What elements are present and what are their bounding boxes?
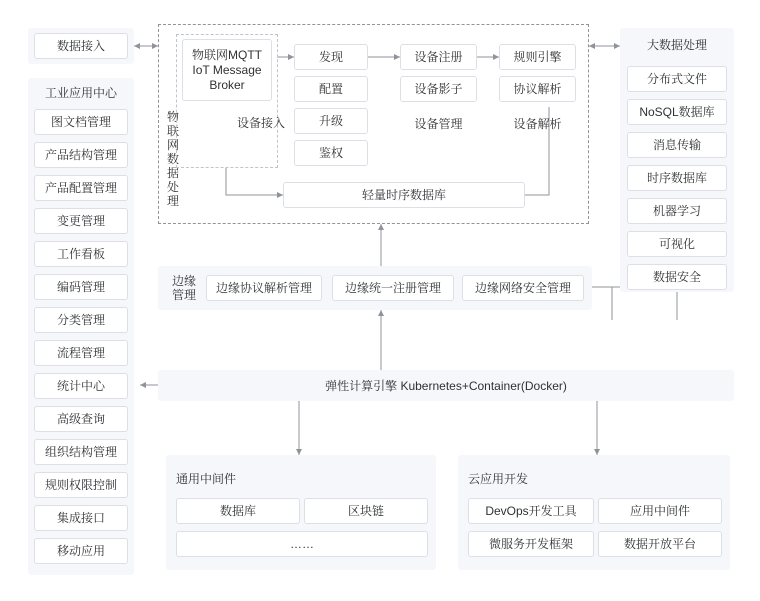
sidebar-item-2[interactable] xyxy=(34,175,128,201)
middleware-item-2[interactable] xyxy=(176,531,428,557)
device-item-1[interactable] xyxy=(400,76,477,102)
edge-item-2[interactable] xyxy=(462,275,584,301)
sidebar-item-label: 分类管理 xyxy=(56,312,105,327)
sidebar-item-10[interactable] xyxy=(34,439,128,465)
device-parse-group-label: 设备解析 xyxy=(513,117,562,131)
middleware-item-label: 数据库 xyxy=(219,503,256,518)
sidebar-item-label: 高级查询 xyxy=(56,411,105,426)
sidebar-item-label: 编码管理 xyxy=(56,279,105,294)
edge-item-0[interactable] xyxy=(206,275,322,301)
cloud-item-2[interactable] xyxy=(468,531,594,557)
access-item-1[interactable] xyxy=(294,76,368,102)
access-item-label: 升级 xyxy=(318,113,343,128)
edge-item-1[interactable] xyxy=(332,275,454,301)
sidebar-item-label: 图文档管理 xyxy=(50,114,111,129)
edge-item-label: 边缘协议解析管理 xyxy=(215,280,312,295)
middleware-item-label: …… xyxy=(290,536,314,551)
edge-management-title-text: 边缘管理 xyxy=(171,274,196,302)
sidebar-item-label: 集成接口 xyxy=(56,510,105,525)
cloud-item-0[interactable] xyxy=(468,498,594,524)
middleware-item-1[interactable] xyxy=(304,498,428,524)
lightweight-tsdb-box[interactable] xyxy=(283,182,525,208)
device-item-0[interactable] xyxy=(400,44,477,70)
sidebar-item-label: 流程管理 xyxy=(56,345,105,360)
lightweight-tsdb-label: 轻量时序数据库 xyxy=(361,187,446,202)
sidebar-item-8[interactable] xyxy=(34,373,128,399)
cloud-item-1[interactable] xyxy=(598,498,722,524)
bigdata-item-1[interactable] xyxy=(627,99,727,125)
sidebar-item-label: 统计中心 xyxy=(56,378,105,393)
bigdata-item-2[interactable] xyxy=(627,132,727,158)
edge-management-title xyxy=(160,274,208,302)
parse-item-label: 规则引擎 xyxy=(513,49,562,64)
access-item-3[interactable] xyxy=(294,140,368,166)
parse-item-1[interactable] xyxy=(499,76,576,102)
sidebar-item-label: 工作看板 xyxy=(56,246,105,261)
cloud-item-3[interactable] xyxy=(598,531,722,557)
sidebar-item-label: 组织结构管理 xyxy=(44,444,117,459)
sidebar-item-4[interactable] xyxy=(34,241,128,267)
sidebar-item-7[interactable] xyxy=(34,340,128,366)
bigdata-item-label: 时序数据库 xyxy=(646,170,707,185)
device-access-group-label: 设备接入 xyxy=(236,116,285,130)
cloud-app-title: 云应用开发 xyxy=(468,472,529,486)
bigdata-item-label: 数据安全 xyxy=(652,269,701,284)
data-access-box[interactable] xyxy=(34,33,128,59)
sidebar-item-12[interactable] xyxy=(34,505,128,531)
cloud-item-label: 数据开放平台 xyxy=(623,536,696,551)
compute-engine-label: 弹性计算引擎 Kubernetes+Container(Docker) xyxy=(325,379,567,393)
mqtt-broker-box[interactable] xyxy=(182,39,272,101)
sidebar-item-label: 产品结构管理 xyxy=(44,147,117,162)
access-item-label: 发现 xyxy=(318,49,343,64)
bigdata-item-label: 可视化 xyxy=(658,236,695,251)
bigdata-item-label: 消息传输 xyxy=(652,137,701,152)
sidebar-item-3[interactable] xyxy=(34,208,128,234)
data-access-label: 数据接入 xyxy=(56,38,105,53)
cloud-item-label: 微服务开发框架 xyxy=(488,536,573,551)
sidebar-item-1[interactable] xyxy=(34,142,128,168)
middleware-item-0[interactable] xyxy=(176,498,300,524)
bigdata-item-5[interactable] xyxy=(627,231,727,257)
cloud-item-label: 应用中间件 xyxy=(629,503,690,518)
bigdata-item-6[interactable] xyxy=(627,264,727,290)
bigdata-item-4[interactable] xyxy=(627,198,727,224)
edge-item-label: 边缘统一注册管理 xyxy=(344,280,441,295)
bigdata-item-0[interactable] xyxy=(627,66,727,92)
middleware-item-label: 区块链 xyxy=(347,503,384,518)
sidebar-item-9[interactable] xyxy=(34,406,128,432)
access-item-label: 鉴权 xyxy=(318,145,343,160)
sidebar-item-5[interactable] xyxy=(34,274,128,300)
sidebar-item-13[interactable] xyxy=(34,538,128,564)
parse-item-0[interactable] xyxy=(499,44,576,70)
cloud-item-label: DevOps开发工具 xyxy=(485,503,577,518)
edge-item-label: 边缘网络安全管理 xyxy=(474,280,571,295)
parse-item-label: 协议解析 xyxy=(513,81,562,96)
sidebar-item-6[interactable] xyxy=(34,307,128,333)
sidebar-item-11[interactable] xyxy=(34,472,128,498)
sidebar-item-label: 规则权限控制 xyxy=(44,477,117,492)
bigdata-title: 大数据处理 xyxy=(646,38,707,52)
industrial-app-center-title: 工业应用中心 xyxy=(44,86,117,100)
device-item-label: 设备影子 xyxy=(414,81,463,96)
device-item-label: 设备注册 xyxy=(414,49,463,64)
access-item-2[interactable] xyxy=(294,108,368,134)
bigdata-item-label: 机器学习 xyxy=(652,203,701,218)
bigdata-item-label: 分布式文件 xyxy=(646,71,707,86)
device-management-group-label: 设备管理 xyxy=(414,117,463,131)
mqtt-broker-label: 物联网MQTT IoT Message Broker xyxy=(192,47,262,92)
middleware-title: 通用中间件 xyxy=(176,472,237,486)
sidebar-item-label: 产品配置管理 xyxy=(44,180,117,195)
iot-region-vertical-text: 物联网数据处理 xyxy=(166,110,179,208)
sidebar-item-label: 移动应用 xyxy=(56,543,105,558)
sidebar-item-0[interactable] xyxy=(34,109,128,135)
access-item-label: 配置 xyxy=(318,81,343,96)
sidebar-item-label: 变更管理 xyxy=(56,213,105,228)
access-item-0[interactable] xyxy=(294,44,368,70)
bigdata-item-label: NoSQL数据库 xyxy=(639,104,715,119)
bigdata-item-3[interactable] xyxy=(627,165,727,191)
